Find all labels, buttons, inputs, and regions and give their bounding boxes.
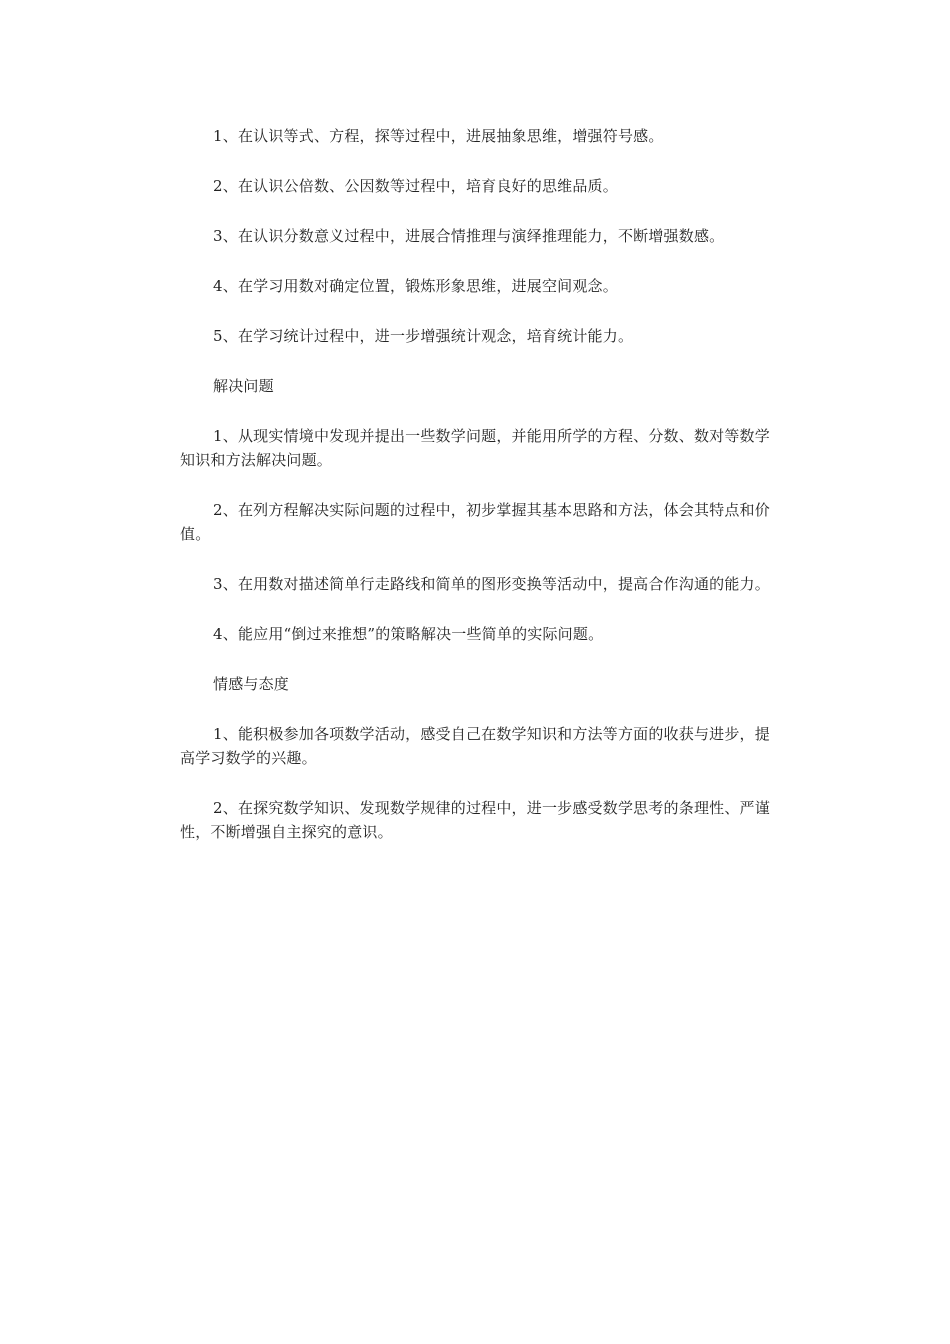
problem-solving-item-2: 2、在列方程解决实际问题的过程中，初步掌握其基本思路和方法，体会其特点和价值。 xyxy=(180,501,770,543)
heading-emotion-attitude: 情感与态度 xyxy=(213,675,290,693)
document-body xyxy=(180,124,772,870)
emotion-item-1: 1、能积极参加各项数学活动，感受自己在数学知识和方法等方面的收获与进步，提高学习数学的兴趣。 xyxy=(180,725,770,767)
problem-solving-item-4: 4、能应用“倒过来推想”的策略解决一些简单的实际问题。 xyxy=(213,625,604,643)
problem-solving-item-1: 1、从现实情境中发现并提出一些数学问题，并能用所学的方程、分数、数对等数学知识和方法解决问题。 xyxy=(180,427,770,469)
ability-item-2: 2、在认识公倍数、公因数等过程中，培育良好的思维品质。 xyxy=(213,177,618,195)
ability-item-4: 4、在学习用数对确定位置，锻炼形象思维，进展空间观念。 xyxy=(213,277,618,295)
problem-solving-item-3: 3、在用数对描述简单行走路线和简单的图形变换等活动中，提高合作沟通的能力。 xyxy=(213,575,770,593)
ability-item-5: 5、在学习统计过程中，进一步增强统计观念，培育统计能力。 xyxy=(213,327,634,345)
ability-item-3: 3、在认识分数意义过程中，进展合情推理与演绎推理能力，不断增强数感。 xyxy=(213,227,725,245)
heading-problem-solving: 解决问题 xyxy=(213,377,274,395)
ability-item-1: 1、在认识等式、方程，探等过程中，进展抽象思维，增强符号感。 xyxy=(213,127,664,145)
emotion-item-2: 2、在探究数学知识、发现数学规律的过程中，进一步感受数学思考的条理性、严谨性，不断增强自主探究的意识。 xyxy=(180,799,770,841)
